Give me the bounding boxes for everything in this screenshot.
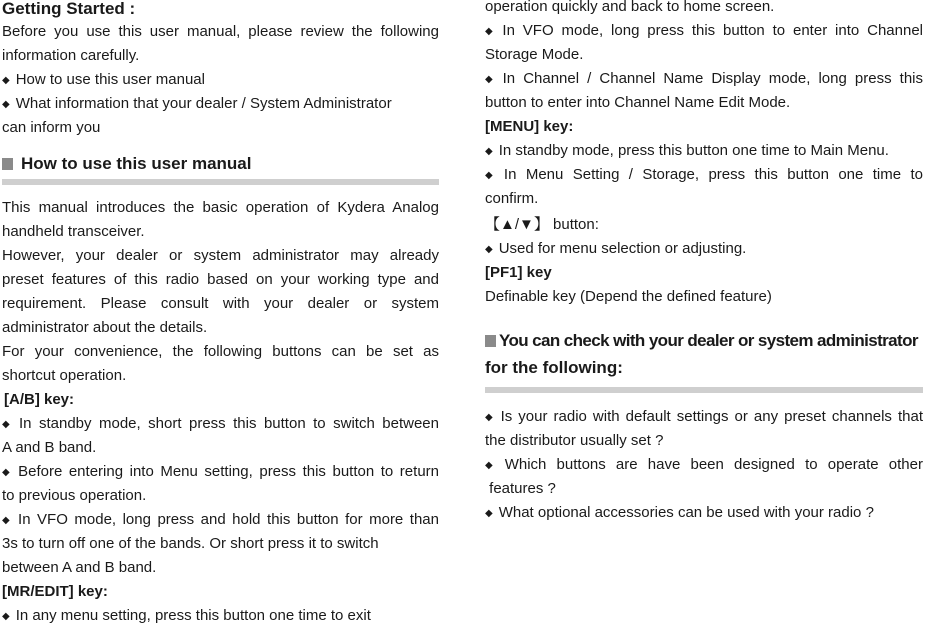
pf1-key-label: [PF1] key bbox=[485, 264, 552, 281]
paragraph1-line-1: This manual introduces the basic operation of Kydera Analog bbox=[2, 199, 439, 216]
menu-item-2-line-1: ◆ In Menu Setting / Storage, press this button one time to bbox=[485, 163, 923, 187]
toc-item-2: ◆ What information that your dealer / System Administrator bbox=[2, 92, 439, 116]
ab-item-2-line-2: to previous operation. bbox=[2, 487, 147, 504]
paragraph2-line-2: preset features of this radio based on your working type and bbox=[2, 271, 439, 288]
square-bullet-icon bbox=[2, 158, 13, 170]
mr-item-2-line-2: Storage Mode. bbox=[485, 46, 584, 63]
square-bullet-icon bbox=[485, 335, 496, 347]
toc-item-2-cont: can inform you bbox=[2, 119, 101, 136]
ab-item-1-line-1: ◆ In standby mode, short press this button to switch between bbox=[2, 412, 439, 436]
intro-line-1: Before you use this user manual, please review the following bbox=[2, 23, 439, 40]
check-item-1-line-2: the distributor usually set ? bbox=[485, 432, 664, 449]
mr-edit-key-label: [MR/EDIT] key: bbox=[2, 583, 108, 600]
paragraph3-line-2: shortcut operation. bbox=[2, 367, 127, 384]
section-heading-check-with-dealer: You can check with your dealer or system administrator bbox=[485, 329, 923, 353]
paragraph2-line-4: administrator about the details. bbox=[2, 319, 208, 336]
paragraph1-line-2: handheld transceiver. bbox=[2, 223, 145, 240]
mr-item-3-line-2: button to enter into Channel Name Edit Mode. bbox=[485, 94, 791, 111]
toc-item-1: ◆ How to use this user manual bbox=[2, 68, 439, 92]
ab-item-3-line-3: between A and B band. bbox=[2, 559, 157, 576]
mr-item-1-line-2: operation quickly and back to home screen. bbox=[485, 0, 775, 15]
mr-item-2-line-1: ◆ In VFO mode, long press this button to enter into Channel bbox=[485, 19, 923, 43]
menu-key-label: [MENU] key: bbox=[485, 118, 574, 135]
arrow-key-label: 【▲/▼】 button: bbox=[485, 216, 599, 233]
ab-key-label: [A/B] key: bbox=[4, 391, 75, 408]
getting-started-title: Getting Started : bbox=[2, 0, 136, 18]
ab-item-3-line-2: 3s to turn off one of the bands. Or short press it to switch bbox=[2, 535, 379, 552]
check-item-2-line-1: ◆ Which buttons are have been designed to operate other bbox=[485, 453, 923, 477]
check-item-1-line-1: ◆ Is your radio with default settings or any preset channels that bbox=[485, 405, 923, 429]
paragraph2-line-1: However, your dealer or system administrator may already bbox=[2, 247, 439, 264]
intro-line-2: information carefully. bbox=[2, 47, 140, 64]
check-item-2-line-2: features ? bbox=[485, 480, 556, 497]
mr-item-3-line-1: ◆ In Channel / Channel Name Display mode, long press this bbox=[485, 67, 923, 91]
ab-item-3-line-1: ◆ In VFO mode, long press and hold this button for more than bbox=[2, 508, 439, 532]
menu-item-1: ◆ In standby mode, press this button one time to Main Menu. bbox=[485, 139, 923, 163]
paragraph3-line-1: For your convenience, the following buttons can be set as bbox=[2, 343, 439, 360]
ab-item-2-line-1: ◆ Before entering into Menu setting, press this button to return bbox=[2, 460, 439, 484]
section-heading-line-2: for the following: bbox=[485, 358, 623, 377]
section-divider bbox=[2, 179, 439, 185]
section-heading-how-to-use: How to use this user manual bbox=[2, 152, 439, 176]
right-column bbox=[485, 0, 923, 525]
ab-item-1-line-2: A and B band. bbox=[2, 439, 97, 456]
check-item-3: ◆ What optional accessories can be used with your radio ? bbox=[485, 501, 923, 525]
paragraph2-line-3: requirement. Please consult with your dealer or system bbox=[2, 295, 439, 312]
mr-item-1-line-1: ◆ In any menu setting, press this button one time to exit bbox=[2, 604, 439, 628]
section-divider bbox=[485, 387, 923, 393]
pf1-description: Definable key (Depend the defined feature) bbox=[485, 288, 772, 305]
left-column bbox=[2, 0, 439, 628]
menu-item-2-line-2: confirm. bbox=[485, 190, 539, 207]
arrow-item: ◆ Used for menu selection or adjusting. bbox=[485, 237, 923, 261]
